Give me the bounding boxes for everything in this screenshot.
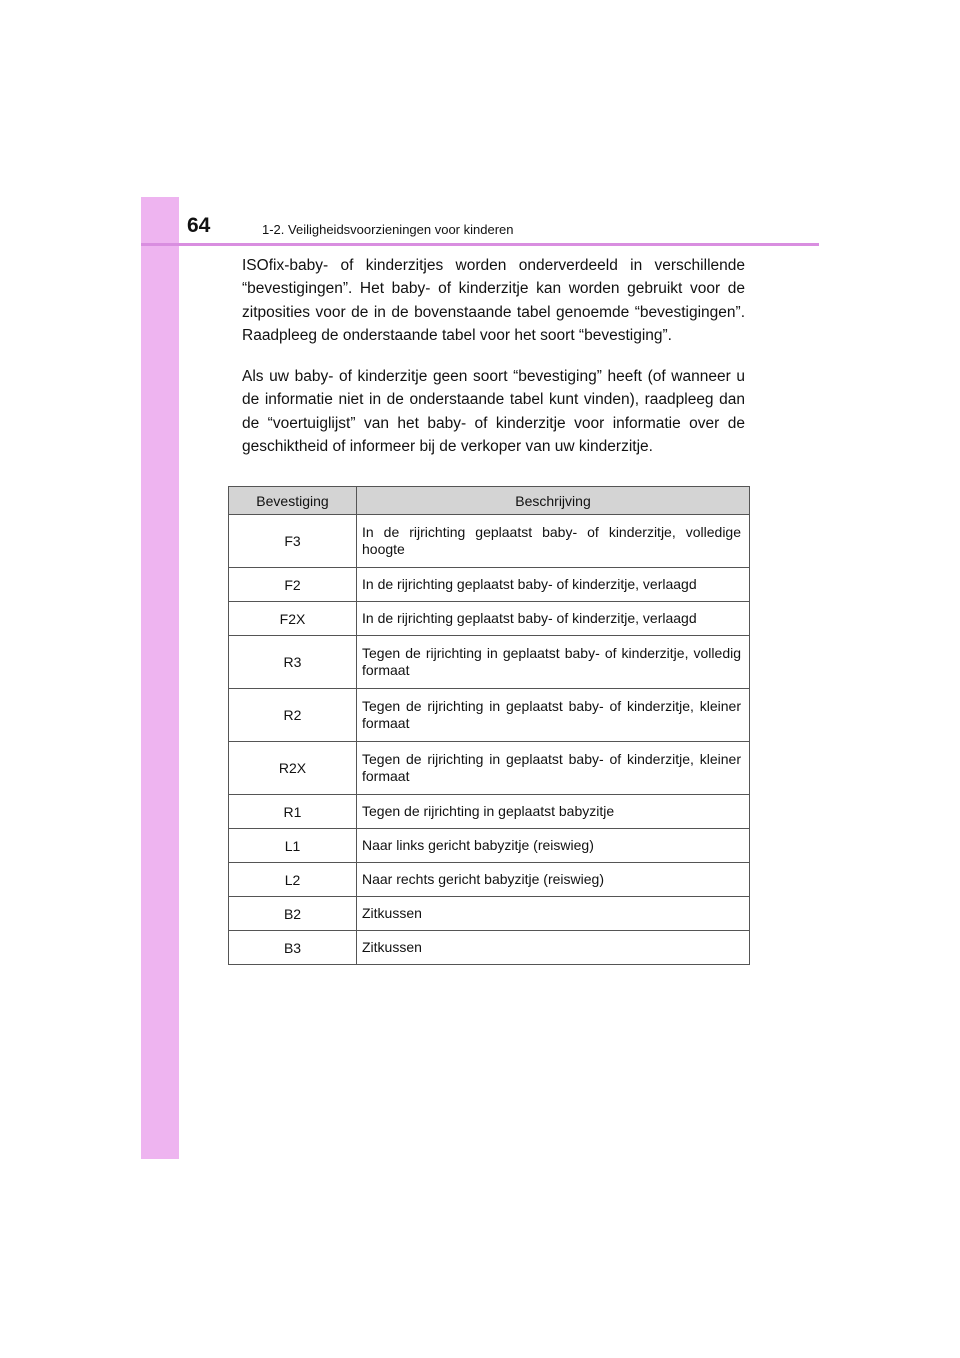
fixture-code: B2 [229, 897, 357, 931]
table-header-row [229, 487, 750, 515]
fixture-description: Tegen de rijrichting in geplaatst baby- of kinderzitje, kleiner formaat [357, 742, 750, 795]
table-row [229, 795, 750, 829]
page-number: 64 [187, 214, 211, 237]
table-row [229, 897, 750, 931]
header-bevestiging: Bevestiging [229, 487, 357, 515]
fixture-description: Tegen de rijrichting in geplaatst babyzitje [357, 795, 750, 829]
fixture-description: In de rijrichting geplaatst baby- of kinderzitje, verlaagd [357, 568, 750, 602]
table-row [229, 636, 750, 689]
table-row [229, 689, 750, 742]
header-beschrijving: Beschrijving [357, 487, 750, 515]
table-row [229, 863, 750, 897]
fixture-code: F3 [229, 515, 357, 568]
fixture-description: Naar rechts gericht babyzitje (reiswieg) [357, 863, 750, 897]
fixture-code: R1 [229, 795, 357, 829]
section-title: 1-2. Veiligheidsvoorzieningen voor kinderen [262, 222, 514, 237]
fixture-code: B3 [229, 931, 357, 965]
section-side-bar [141, 197, 179, 1159]
fixture-table [228, 486, 750, 965]
fixture-code: L2 [229, 863, 357, 897]
fixture-code: R3 [229, 636, 357, 689]
fixture-description: Tegen de rijrichting in geplaatst baby- of kinderzitje, volledig formaat [357, 636, 750, 689]
table-row [229, 568, 750, 602]
fixture-code: F2X [229, 602, 357, 636]
table-row [229, 931, 750, 965]
fixture-description: Zitkussen [357, 897, 750, 931]
table-row [229, 742, 750, 795]
table-row [229, 515, 750, 568]
table-row [229, 602, 750, 636]
paragraph-isofix-intro: ISOfix-baby- of kinderzitjes worden onderverdeeld in verschillende “bevestigingen”. Het baby- of kinderzitje kan worden gebruikt voor de zitposities voor de in de bovenstaande tabel genoemde “bevestigingen”. Raadpleeg de onderstaande tabel voor het soort “bevestiging”. [242, 257, 745, 344]
fixture-description: In de rijrichting geplaatst baby- of kinderzitje, volledige hoogte [357, 515, 750, 568]
table-row [229, 829, 750, 863]
fixture-description: Tegen de rijrichting in geplaatst baby- of kinderzitje, kleiner formaat [357, 689, 750, 742]
fixture-code: R2 [229, 689, 357, 742]
fixture-description: Naar links gericht babyzitje (reiswieg) [357, 829, 750, 863]
fixture-code: R2X [229, 742, 357, 795]
fixture-code: L1 [229, 829, 357, 863]
fixture-description: In de rijrichting geplaatst baby- of kinderzitje, verlaagd [357, 602, 750, 636]
fixture-description: Zitkussen [357, 931, 750, 965]
paragraph-no-fixture: Als uw baby- of kinderzitje geen soort “bevestiging” heeft (of wanneer u de informatie niet in de onderstaande tabel kunt vinden), raadpleeg dan de “voertuiglijst” van het baby- of kinderzitje voor informatie over de geschiktheid of informeer bij de verkoper van uw kinderzitje. [242, 368, 745, 455]
header-rule [141, 243, 819, 246]
fixture-code: F2 [229, 568, 357, 602]
